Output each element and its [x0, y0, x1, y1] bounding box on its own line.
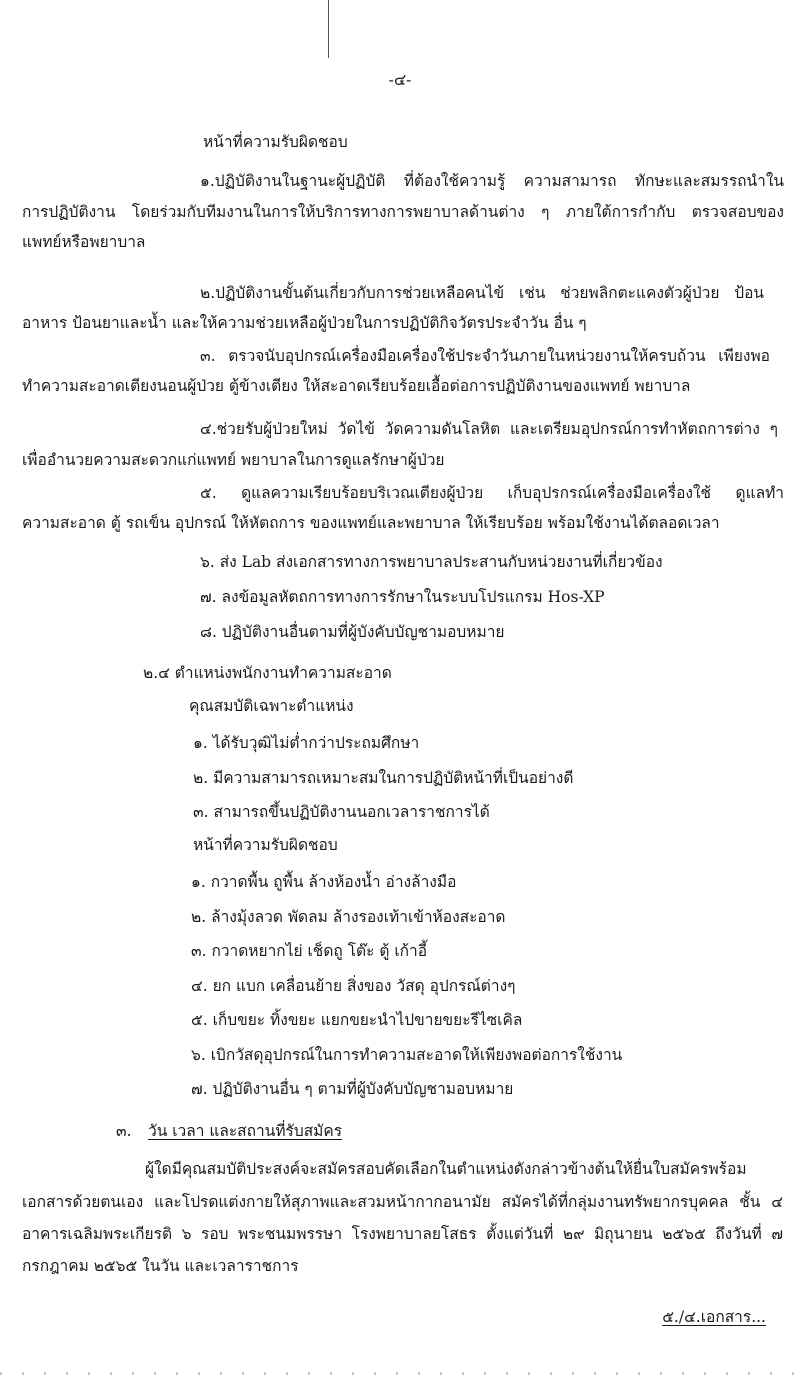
cleaner-duty-item: ๒. ล้างมุ้งลวด พัดลม ล้างรองเท้าเข้าห้องสะอาด	[191, 908, 506, 926]
application-paragraph-line-1: ผู้ใดมีคุณสมบัติประสงค์จะสมัครสอบคัดเลือกในตำแหน่งดังกล่าวข้างต้นให้ยื่นใบสมัครพร้อม	[145, 1160, 747, 1178]
continuation-reference: ๕./๔.เอกสาร...	[662, 1308, 766, 1326]
scan-artifact-line	[328, 0, 329, 58]
application-paragraph-line-4: กรกฎาคม ๒๕๖๕ ในวัน และเวลาราชการ	[22, 1257, 299, 1275]
application-paragraph-line-3: อาคารเฉลิมพระเกียรติ ๖ รอบ พระชนมพรรษา โรงพยาบาลยโสธร ตั้งแต่วันที่ ๒๙ มิถุนายน ๒๕๖๕ ถึงวันที่ ๗	[22, 1225, 783, 1243]
section-2-4-heading: ๒.๔ ตำแหน่งพนักงานทำความสะอาด	[143, 664, 392, 682]
duty-item-3-line-2: ทำความสะอาดเตียงนอนผู้ป่วย ตู้ข้างเตียง ให้สะอาดเรียบร้อยเอื้อต่อการปฏิบัติงานของแพทย์ พยาบาล	[22, 377, 691, 395]
cleaner-duty-item: ๕. เก็บขยะ ทิ้งขยะ แยกขยะนำไปขายขยะรีไซเคิล	[191, 1011, 523, 1029]
qualification-item: ๓. สามารถขึ้นปฏิบัติงานนอกเวลาราชการได้	[193, 803, 490, 821]
application-paragraph-line-2: เอกสารด้วยตนเอง และโปรดแต่งกายให้สุภาพและสวมหน้ากากอนามัย สมัครได้ที่กลุ่มงานทรัพยากรบุคคล ชั้น ๔	[22, 1193, 783, 1211]
duty-item-1-line-1: ๑.ปฏิบัติงานในฐานะผู้ปฏิบัติ ที่ต้องใช้ความรู้ ความสามารถ ทักษะและสมรรถนำใน	[200, 172, 784, 190]
duty-item-4-line-2: เพื่ออำนวยความสะดวกแก่แพทย์ พยาบาลในการดูแลรักษาผู้ป่วย	[22, 451, 445, 469]
duty-item-2-line-1: ๒.ปฏิบัติงานขั้นต้นเกี่ยวกับการช่วยเหลือคนไข้ เช่น ช่วยพลิกตะแคงตัวผู้ป่วย ป้อน	[200, 284, 764, 302]
duty-item-8: ๘. ปฏิบัติงานอื่นตามที่ผู้บังคับบัญชามอบหมาย	[200, 623, 505, 641]
duty-item-7: ๗. ลงข้อมูลหัตถการทางการรักษาในระบบโปรแกรม Hos-XP	[200, 588, 605, 606]
duty-item-3-line-1: ๓. ตรวจนับอุปกรณ์เครื่องมือเครื่องใช้ประจำวันภายในหน่วยงานให้ครบถ้วน เพียงพอ	[200, 347, 770, 365]
page-number: -๔-	[388, 70, 412, 89]
cleaner-duty-item: ๖. เบิกวัสดุอุปกรณ์ในการทำความสะอาดให้เพียงพอต่อการใช้งาน	[191, 1046, 623, 1064]
cleaner-duty-item: ๑. กวาดพื้น ถูพื้น ล้างห้องน้ำ อ่างล้างมือ	[191, 873, 457, 891]
cleaner-duty-item: ๓. กวาดหยากไย่ เช็ดถู โต๊ะ ตู้ เก้าอี้	[191, 942, 428, 960]
duty-item-2-line-2: อาหาร ป้อนยาและน้ำ และให้ความช่วยเหลือผู้ป่วยในการปฏิบัติกิจวัตรประจำวัน อื่น ๆ	[22, 314, 587, 332]
qualification-heading: คุณสมบัติเฉพาะตำแหน่ง	[189, 697, 354, 715]
duty-item-1-line-2: การปฏิบัติงาน โดยร่วมกับทีมงานในการให้บริการทางการพยาบาลด้านต่าง ๆ ภายใต้การกำกับ ตรวจสอบของ	[22, 203, 784, 221]
section-heading-duties: หน้าที่ความรับผิดชอบ	[203, 133, 348, 151]
duty-item-6: ๖. ส่ง Lab ส่งเอกสารทางการพยาบาลประสานกับหน่วยงานที่เกี่ยวข้อง	[200, 553, 663, 571]
section-3-number: ๓.	[116, 1122, 132, 1140]
duty-item-5-line-2: ความสะอาด ตู้ รถเข็น อุปกรณ์ ให้หัตถการ ของแพทย์และพยาบาล ให้เรียบร้อย พร้อมใช้งานได้ตลอดเวลา	[22, 514, 720, 532]
duty-item-1-line-3: แพทย์หรือพยาบาล	[22, 233, 146, 251]
duty-item-4-line-1: ๔.ช่วยรับผู้ป่วยใหม่ วัดไข้ วัดความดันโลหิต และเตรียมอุปกรณ์การทำหัตถการต่าง ๆ	[200, 420, 778, 438]
section-3-heading: วัน เวลา และสถานที่รับสมัคร	[148, 1122, 343, 1140]
duty-item-5-line-1: ๕. ดูแลความเรียบร้อยบริเวณเตียงผู้ป่วย เก็บอุปรกรณ์เครื่องมือเครื่องใช้ ดูแลทำ	[200, 484, 784, 502]
cleaner-duty-item: ๗. ปฏิบัติงานอื่น ๆ ตามที่ผู้บังคับบัญชามอบหมาย	[191, 1080, 514, 1098]
cleaner-duty-item: ๔. ยก แบก เคลื่อนย้าย สิ่งของ วัสดุ อุปกรณ์ต่างๆ	[191, 977, 516, 995]
qualification-item: ๒. มีความสามารถเหมาะสมในการปฏิบัติหน้าที่เป็นอย่างดี	[193, 769, 574, 787]
cleaner-duty-heading: หน้าที่ความรับผิดชอบ	[193, 836, 338, 854]
scan-artifact-dots	[0, 1372, 800, 1375]
qualification-item: ๑. ได้รับวุฒิไม่ต่ำกว่าประถมศึกษา	[193, 734, 420, 752]
